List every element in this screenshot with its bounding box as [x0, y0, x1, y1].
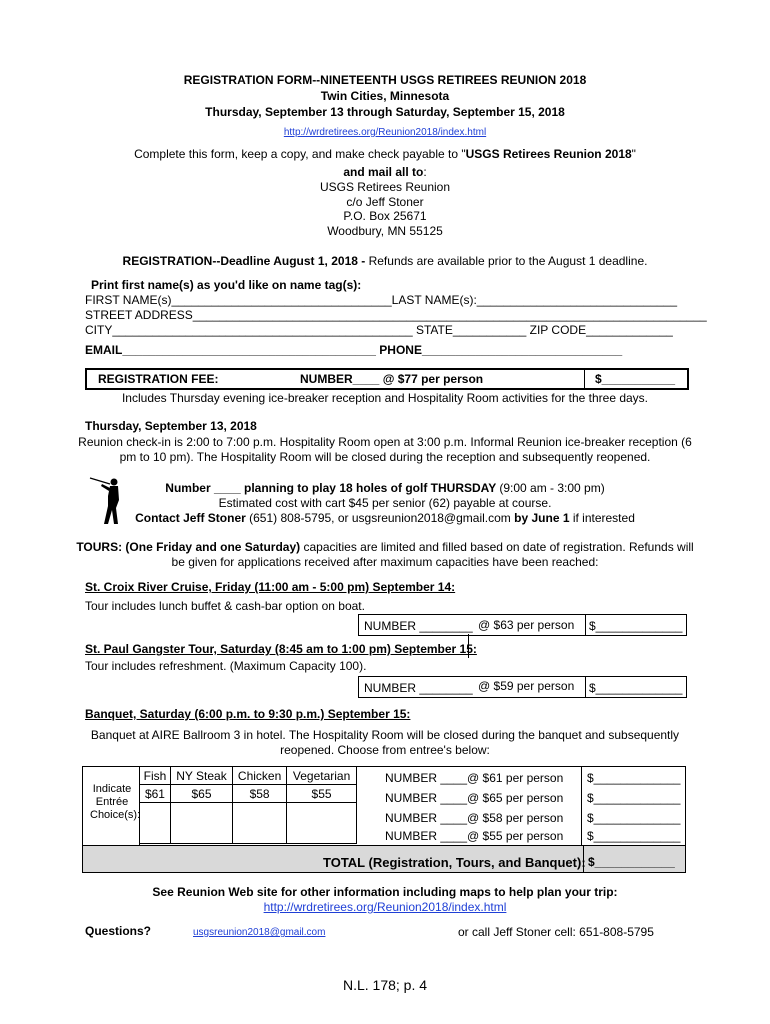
st-croix-price: @ $63 per person	[478, 618, 575, 632]
st-paul-note: Tour includes refreshment. (Maximum Capacity 100).	[85, 659, 367, 673]
st-paul-number-field[interactable]: NUMBER ________	[364, 681, 473, 695]
st-paul-amount-field[interactable]: $_____________	[589, 681, 683, 695]
price-fish: $61	[140, 785, 171, 803]
address-line-2: c/o Jeff Stoner	[346, 195, 424, 209]
st-croix-note: Tour includes lunch buffet & cash-bar option on boat.	[85, 599, 365, 613]
fee-number-field[interactable]: NUMBER____ @ $77 per person	[300, 372, 484, 386]
st-paul-box	[358, 676, 687, 698]
banquet-text-1: Banquet at AIRE Ballroom 3 in hotel. The Hospitality Room will be closed during the banquet and subsequently	[90, 728, 680, 742]
tours-intro-1: TOURS: (One Friday and one Saturday) capacities are limited and filled based on date of registration. Refunds will	[76, 540, 694, 554]
indicate-entree-label: Indicate Entrée Choice(s):	[90, 783, 141, 821]
golf-line-1: Number ____ planning to play 18 holes of golf THURSDAY (9:00 am - 3:00 pm)	[165, 481, 605, 495]
entree-ny-steak: NY Steak	[170, 767, 232, 785]
banquet-amount-vegetarian[interactable]: $_____________	[587, 829, 681, 843]
banquet-number-steak[interactable]: NUMBER ____@ $65 per person	[385, 791, 564, 805]
street-address-field[interactable]: STREET ADDRESS_____________________________________________________________________________	[85, 308, 707, 322]
choice-fish[interactable]	[140, 803, 171, 844]
banquet-number-chicken[interactable]: NUMBER ____@ $58 per person	[385, 811, 564, 825]
address-line-3: P.O. Box 25671	[343, 209, 427, 223]
golf-line-3: Contact Jeff Stoner (651) 808-5795, or usgsreunion2018@gmail.com by June 1 if interested	[135, 511, 635, 525]
location: Twin Cities, Minnesota	[320, 89, 450, 103]
total-bar	[82, 845, 686, 873]
see-web-note: See Reunion Web site for other information including maps to help plan your trip:	[152, 885, 618, 899]
name-tag-heading: Print first name(s) as you'd like on name tag(s):	[91, 278, 362, 292]
banquet-number-fish[interactable]: NUMBER ____@ $61 per person	[385, 771, 564, 785]
entree-chicken: Chicken	[233, 767, 287, 785]
choice-chicken[interactable]	[233, 803, 287, 844]
entree-table	[139, 766, 357, 844]
address-line-4: Woodbury, MN 55125	[327, 224, 443, 238]
thursday-text-2: pm to 10 pm). The Hospitality Room will be closed during the reception and subsequently reopened.	[119, 450, 651, 464]
payable-instructions: Complete this form, keep a copy, and make check payable to "USGS Retirees Reunion 2018"	[134, 147, 636, 161]
choice-ny-steak[interactable]	[170, 803, 232, 844]
st-croix-box	[358, 614, 687, 636]
form-title: REGISTRATION FORM--NINETEENTH USGS RETIREES REUNION 2018	[183, 73, 587, 87]
fee-label: REGISTRATION FEE:	[98, 372, 219, 386]
fee-amount-field[interactable]: $___________	[595, 372, 676, 386]
event-dates: Thursday, September 13 through Saturday, September 15, 2018	[205, 105, 565, 119]
entree-fish: Fish	[140, 767, 171, 785]
contact-email-link[interactable]: usgsreunion2018@gmail.com	[193, 927, 326, 938]
choice-vegetarian[interactable]	[287, 803, 357, 844]
st-croix-amount-field[interactable]: $_____________	[589, 619, 683, 633]
st-croix-number-field[interactable]: NUMBER ________	[364, 619, 473, 633]
banquet-text-2: reopened. Choose from entree's below:	[280, 743, 490, 757]
entree-vegetarian: Vegetarian	[287, 767, 357, 785]
price-chicken: $58	[233, 785, 287, 803]
st-paul-price: @ $59 per person	[478, 679, 575, 693]
reunion-link[interactable]: http://wrdretirees.org/Reunion2018/index.html	[283, 127, 487, 138]
banquet-number-vegetarian[interactable]: NUMBER ____@ $55 per person	[385, 829, 564, 843]
contact-phone: or call Jeff Stoner cell: 651-808-5795	[458, 925, 654, 939]
deadline-notice: REGISTRATION--Deadline August 1, 2018 - Refunds are available prior to the August 1 deadline.	[122, 254, 648, 268]
registration-fee-box	[85, 368, 689, 390]
price-vegetarian: $55	[287, 785, 357, 803]
questions-label: Questions?	[85, 924, 152, 938]
banquet-amount-fish[interactable]: $_____________	[587, 771, 681, 785]
city-state-zip-field[interactable]: CITY_____________________________________________ STATE___________ ZIP CODE_____________	[85, 323, 673, 337]
thursday-heading: Thursday, September 13, 2018	[85, 419, 257, 433]
first-last-name-field[interactable]: FIRST NAME(s)_________________________________LAST NAME(s):______________________________	[85, 293, 678, 307]
st-paul-heading: St. Paul Gangster Tour, Saturday (8:45 am to 1:00 pm) September 15:	[85, 642, 477, 656]
page-number: N.L. 178; p. 4	[342, 977, 428, 993]
reunion-web-link[interactable]: http://wrdretirees.org/Reunion2018/index.html	[263, 900, 507, 914]
email-phone-field[interactable]: EMAIL______________________________________ PHONE______________________________	[85, 343, 623, 357]
banquet-heading: Banquet, Saturday (6:00 p.m. to 9:30 p.m.) September 15:	[85, 707, 411, 721]
total-label: TOTAL (Registration, Tours, and Banquet):	[323, 855, 586, 870]
st-croix-heading: St. Croix River Cruise, Friday (11:00 am - 5:00 pm) September 14:	[85, 580, 456, 594]
price-ny-steak: $65	[170, 785, 232, 803]
thursday-text-1: Reunion check-in is 2:00 to 7:00 p.m. Hospitality Room open at 3:00 p.m. Informal Reunion ice-breaker reception (6	[78, 435, 692, 449]
total-amount-field[interactable]: $____________	[588, 855, 675, 869]
address-line-1: USGS Retirees Reunion	[319, 180, 451, 194]
banquet-amount-chicken[interactable]: $_____________	[587, 811, 681, 825]
golf-line-2: Estimated cost with cart $45 per senior (62) payable at course.	[218, 496, 552, 510]
mail-to-label: and mail all to:	[343, 165, 427, 179]
tours-intro-2: be given for applications received after maximum capacities have been reached:	[171, 555, 599, 569]
fee-note: Includes Thursday evening ice-breaker reception and Hospitality Room activities for the three days.	[121, 391, 649, 405]
banquet-amount-steak[interactable]: $_____________	[587, 791, 681, 805]
